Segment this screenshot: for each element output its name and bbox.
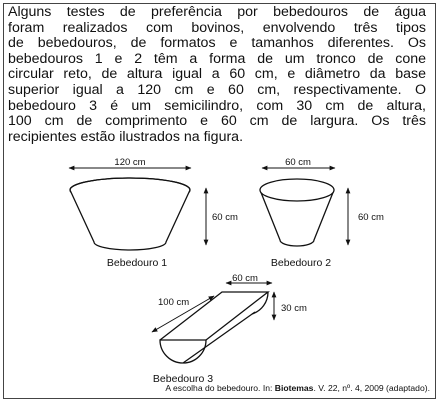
figure-citation bbox=[165, 383, 430, 393]
citation-prefix: A escolha do bebedouro. In: bbox=[165, 383, 275, 393]
problem-line: de bebedouros, de formatos e tamanhos diferentes. Os bbox=[8, 35, 426, 52]
citation-suffix: . V. 22, nº. 4, 2009 (adaptado). bbox=[313, 383, 430, 393]
bebedouro-1-label: Bebedouro 1 bbox=[106, 257, 168, 269]
citation-journal: Biotemas bbox=[274, 383, 314, 393]
bebedouro-2-drawing bbox=[260, 168, 348, 246]
problem-line: Alguns testes de preferência por bebedouros de água bbox=[8, 4, 426, 20]
bebedouro-1-width-label: 120 cm bbox=[114, 157, 146, 168]
problem-line: superior igual a 120 cm e 60 cm, respectivamente. O bbox=[8, 81, 426, 98]
problem-line: bebedouros 1 e 2 têm a forma de um tronco de cone bbox=[8, 50, 426, 67]
problem-line: circular reto, de altura igual a 60 cm, e diâmetro da base bbox=[8, 66, 426, 83]
bebedouro-1-height-label: 60 cm bbox=[212, 212, 238, 223]
bebedouro-3-height-label: 30 cm bbox=[281, 303, 307, 314]
problem-line: foram realizados com bovinos, envolvendo três tipos bbox=[8, 19, 426, 36]
bebedouro-3-drawing bbox=[152, 283, 274, 363]
bebedouro-1-drawing bbox=[69, 168, 206, 250]
problem-line: recipientes estão ilustrados na figura. bbox=[8, 128, 244, 145]
bebedouro-3-length-label: 100 cm bbox=[158, 297, 190, 308]
bebedouro-2-label: Bebedouro 2 bbox=[270, 257, 332, 269]
problem-line: 100 cm de comprimento e 60 cm de largura. Os três bbox=[8, 113, 426, 130]
bebedouro-3-label: Bebedouro 3 bbox=[152, 373, 214, 385]
bebedouro-2-width-label: 60 cm bbox=[285, 157, 311, 168]
bebedouro-3-width-label: 60 cm bbox=[232, 273, 258, 284]
bebedouro-2-height-label: 60 cm bbox=[358, 212, 384, 223]
problem-line: bebedouro 3 é um semicilindro, com 30 cm de altura, bbox=[8, 97, 426, 114]
